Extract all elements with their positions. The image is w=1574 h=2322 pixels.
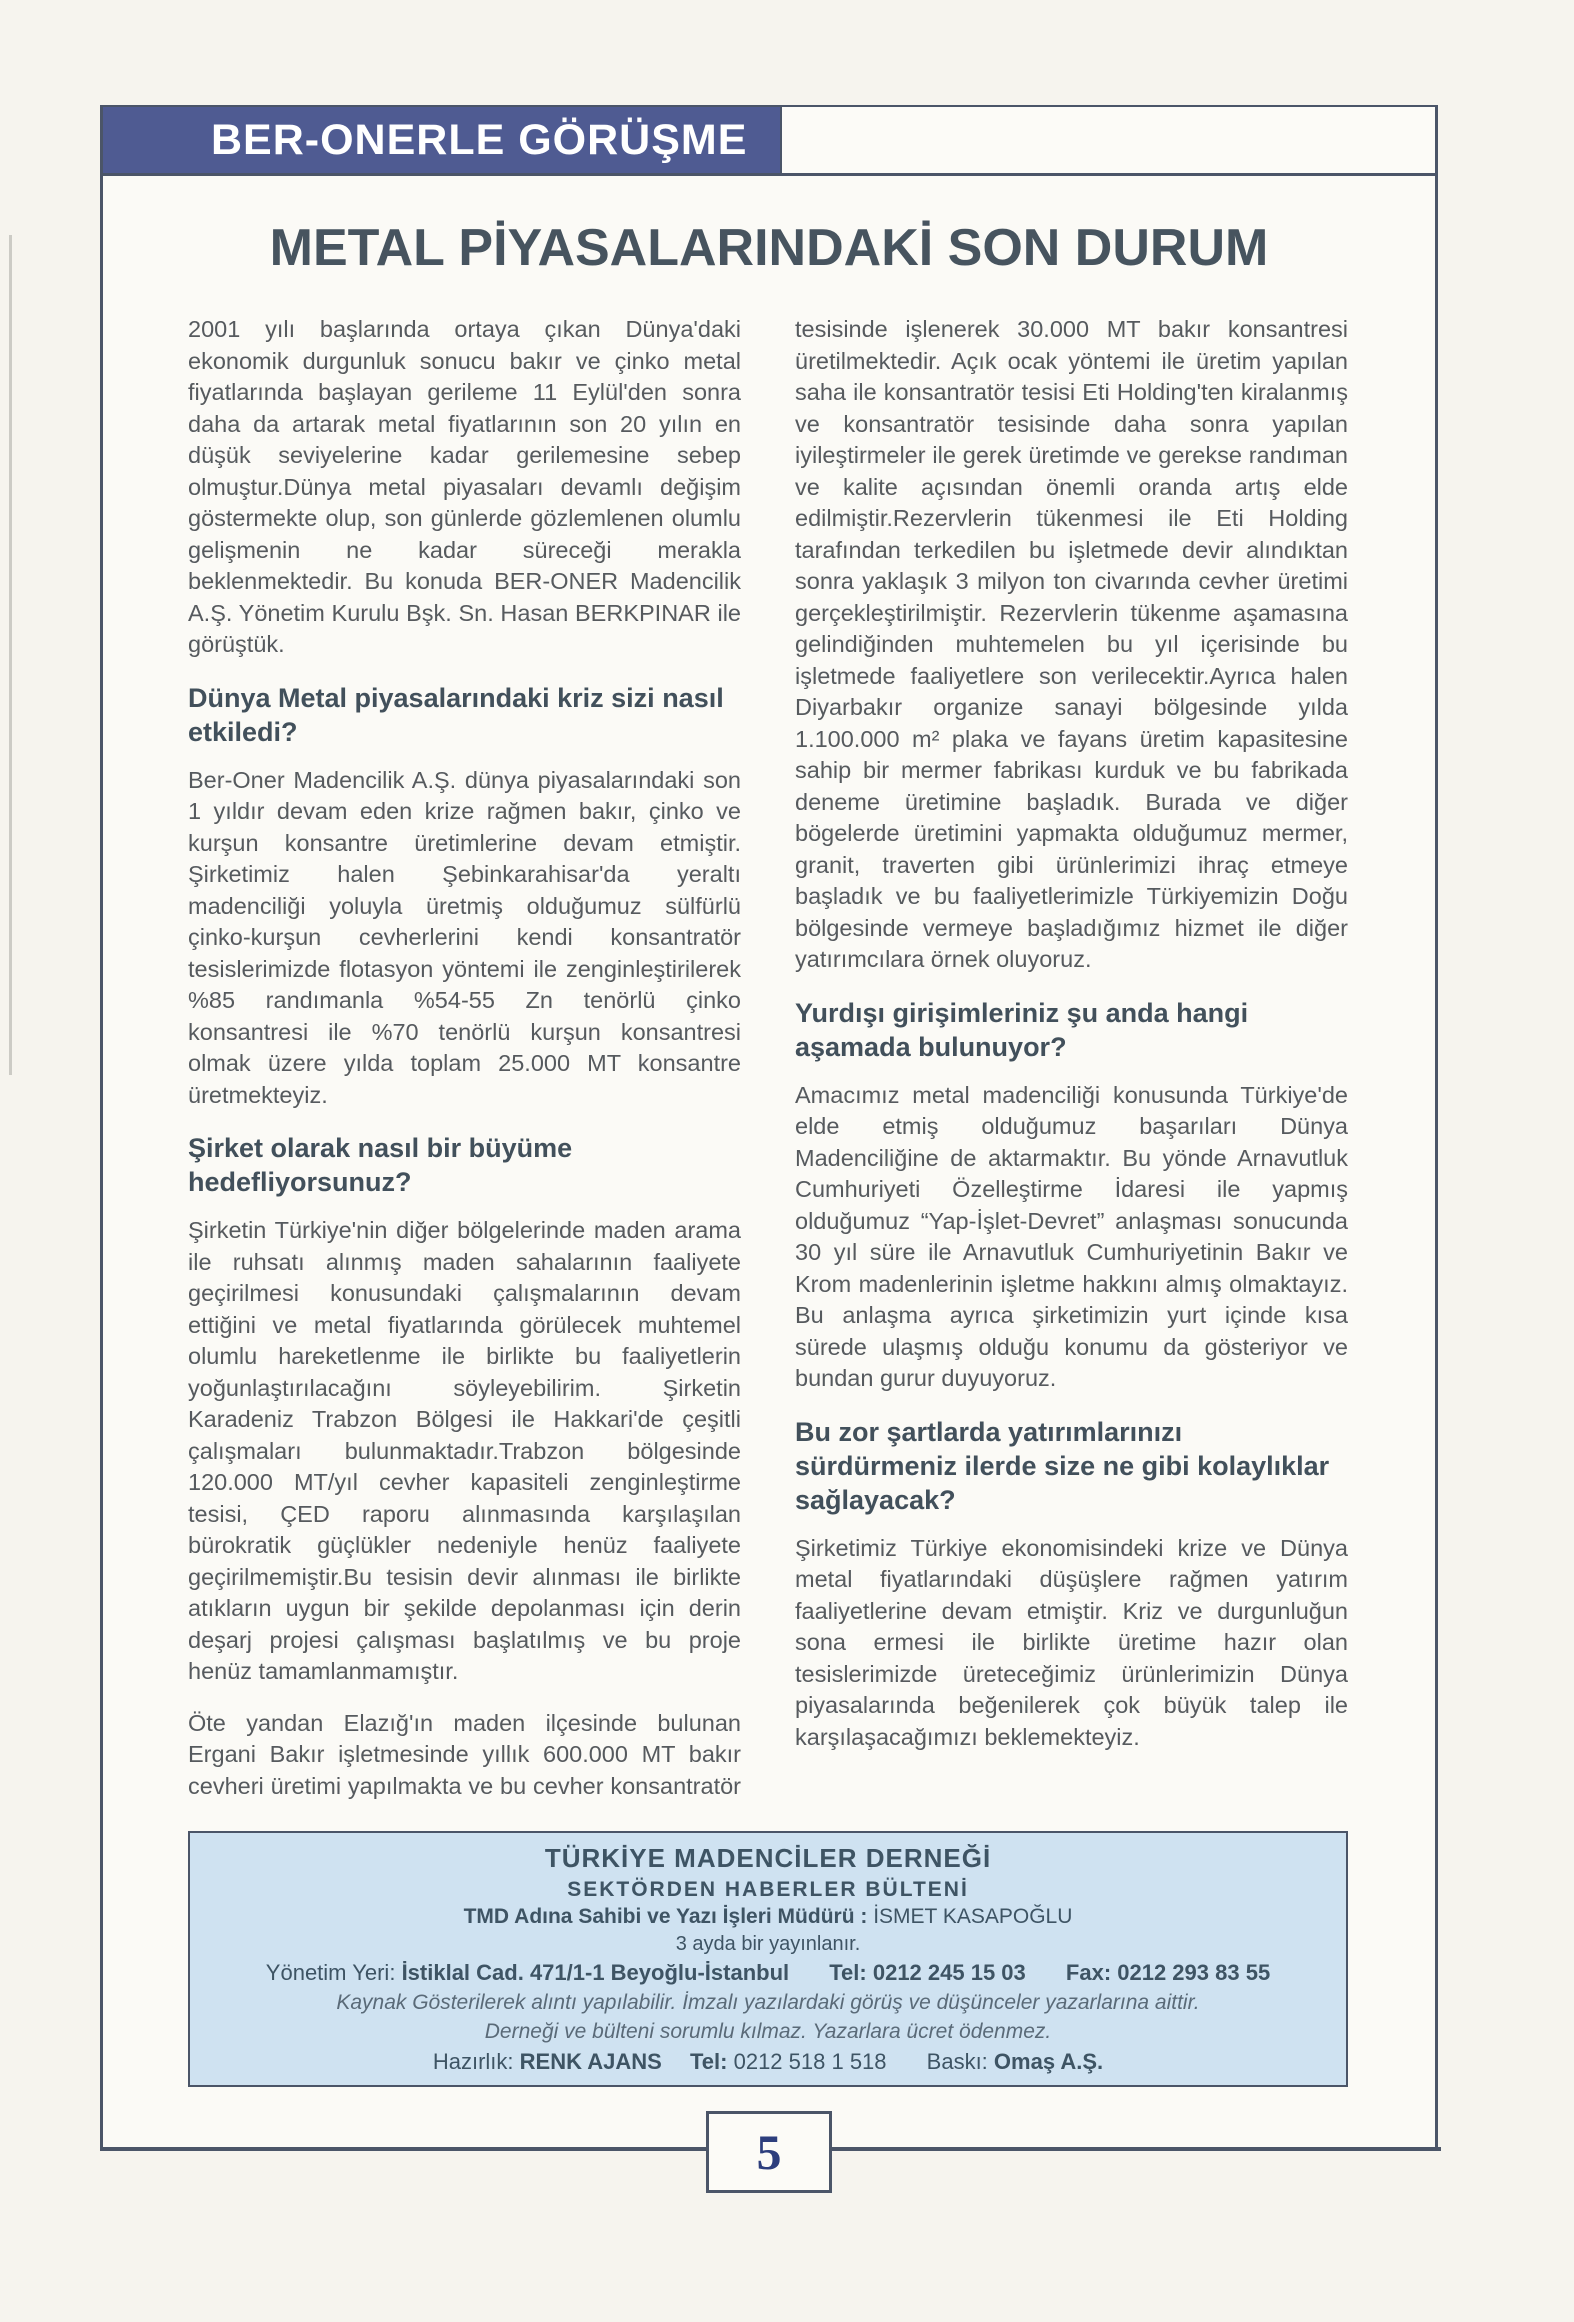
frequency-note: 3 ayda bir yayınlanır. xyxy=(675,1933,861,1956)
section-banner-blank-box xyxy=(780,107,1435,173)
print-label: Baskı: xyxy=(926,2049,988,2075)
article-title: METAL PİYASALARINDAKİ SON DURUM xyxy=(269,219,1269,277)
fax-value: Fax: 0212 293 83 55 xyxy=(1065,1959,1271,1985)
masthead-box xyxy=(188,1831,1348,2087)
article-paragraph: Amacımız metal madenciliği konusunda Türkiye'de elde etmiş olduğumuz başarıları Dünya Madenciliğine de aktarmaktır. Bu yönde Arnavutluk Cumhuriyeti Özelleştirme İdaresi ile yapmış olduğumuz “Yap-İşlet-Devret” anlaşması sonucunda 30 yıl süre ile Arnavutluk Cumhuriyetinin Bakır ve Krom madenlerinin işletme hakkını almış olmaktayız. Bu anlaşma ayrıca şirketimizin yurt içinde kısa sürede ulaşmış olduğu konumu da gösteriyor ve bundan gurur duyuyoruz. xyxy=(795,1081,1348,1391)
article-body-columns xyxy=(188,314,1348,1814)
article-paragraph: Öte yandan Elazığ'ın maden ilçesinde bulunan Ergani Bakır işletmesinde yıllık 600.000 MT bakır cevheri üretimi yapılmakta ve bu cevher konsantratör tesisinde işlenerek 30.000 MT bakır konsantresi üretilmektedir. Açık ocak yöntemi ile üretim yapılan saha ile konsantratör tesisi Eti Holding'ten kiralanmış ve konsantratör tesisinde daha sonra yapılan iyileştirmeler ile gerek üretimde ve gerekse randıman ve kalite açısından önemli oranda artış elde edilmiştir.Rezervlerin tükenmesi ile Eti Holding tarafından terkedilen bu işletmede devir alındıktan sonra yaklaşık 3 milyon ton civarında cevher üretimi gerçekleştirilmiştir. Rezervlerin tükenme aşamasına gelindiğinden muhtemelen bu yıl içerisinde bu işletmede faaliyetlere son verilecektir.Ayrıca halen Diyarbakır organize sanayi bölgesinde yılda 1.100.000 m² plaka ve fayans üretim kapasitesine sahip bir mermer fabrikası kurduk ve bu fabrikada deneme üretimine başladık. Burada ve diğer bögelerde üretimini yapmakta olduğumuz mermer, granit, traverten gibi ürünlerimizi ihraç etmeye başladık ve bu faaliyetlerimizle Türkiyemizin Doğu bölgesinde vermeye başladığımız hizmet ile diğer yatırımcılara örnek oluyoruz. xyxy=(188,316,1348,1799)
prep-value: RENK AJANS xyxy=(519,2049,662,2075)
owner-value: İSMET KASAPOĞLU xyxy=(873,1905,1073,1929)
address-label: Yönetim Yeri: xyxy=(265,1959,396,1985)
prep-tel-value: 0212 518 1 518 xyxy=(733,2049,887,2075)
copyright-notice-line-2: Derneği ve bülteni sorumlu kılmaz. Yazarlara ücret ödenmez. xyxy=(484,2020,1052,2044)
article-paragraph: 2001 yılı başlarında ortaya çıkan Dünya'daki ekonomik durgunluk sonucu bakır ve çinko metal fiyatlarında başlayan gerileme 11 Eylül'den sonra daha da artarak metal fiyatlarının son 20 yılın en düşük seviyelerine kadar gerilemesine sebep olmuştur.Dünya metal piyasaları devamlı değişim göstermekte olup, son günlerde gözlemlenen olumlu gelişmenin ne kadar süreceği merakla beklenmektedir. Bu konuda BER-ONER Madencilik A.Ş. Yönetim Kurulu Bşk. Sn. Hasan BERKPINAR ile görüştük. xyxy=(188,316,741,657)
production-line xyxy=(210,2049,1326,2075)
scan-edge-artifact xyxy=(9,235,12,1075)
owner-line xyxy=(210,1905,1326,1929)
section-banner-label-box xyxy=(103,107,780,173)
address-value: İstiklal Cad. 471/1-1 Beyoğlu-İstanbul xyxy=(401,1959,790,1985)
prep-label: Hazırlık: xyxy=(432,2049,514,2075)
phone-value: Tel: 0212 245 15 03 xyxy=(829,1959,1026,1985)
prep-tel-label: Tel: xyxy=(689,2049,728,2075)
association-name: TÜRKİYE MADENCİLER DERNEĞİ xyxy=(544,1842,992,1873)
article-paragraph: Şirketimiz Türkiye ekonomisindeki krize ve Dünya metal fiyatlarındaki düşüşlere rağmen yatırım faaliyetlerine devam etmiştir. Kriz ve durgunluğun sona ermesi ile birlikte üretime hazır olan tesislerimizde üreteceğimiz ürünlerimizin Dünya piyasalarında beğenilerek çok büyük talep ile karşılaşacağımızı beklemekteyiz. xyxy=(795,1534,1348,1750)
section-banner-label: BER-ONERLE GÖRÜŞME xyxy=(211,115,748,164)
interview-question-heading: Yurdışı girişimleriniz şu anda hangi aşamada bulunuyor? xyxy=(795,997,1249,1062)
page-number: 5 xyxy=(756,2124,782,2180)
page-number-box xyxy=(706,2111,832,2193)
bulletin-name: SEKTÖRDEN HABERLER BÜLTENİ xyxy=(567,1877,969,1901)
copyright-notice-line-1: Kaynak Gösterilerek alıntı yapılabilir. İmzalı yazılardaki görüş ve düşünceler yazarlarına aittir. xyxy=(336,1990,1200,2014)
address-line xyxy=(210,1960,1326,1986)
article-paragraph: Şirketin Türkiye'nin diğer bölgelerinde maden arama ile ruhsatı alınmış maden sahalarının faaliyete geçirilmesi konusundaki çalışmalarının devam ettiğini ve metal fiyatlarında görülecek muhtemel olumlu hareketlenme ile birlikte bu faaliyetlerin yoğunlaştırılacağını söyleyebilirim. Şirketin Karadeniz Trabzon Bölgesi ile Hakkari'de çeşitli çalışmaları bulunmaktadır.Trabzon bölgesinde 120.000 MT/yıl cevher kapasiteli zenginleştirme tesisi, ÇED raporu alınmasında karşılaşılan bürokratik güçlükler nedeniyle henüz faaliyete geçirilmemiştir.Bu tesisin devir alınması ile birlikte atıkların uygun bir şekilde depolanması için derin deşarj projesi çalışması başlatılmış ve bu proje henüz tamamlanmamıştır. xyxy=(188,1217,741,1684)
owner-label: TMD Adına Sahibi ve Yazı İşleri Müdürü : xyxy=(463,1905,868,1929)
section-banner xyxy=(103,107,1435,176)
print-value: Omaş A.Ş. xyxy=(993,2049,1104,2075)
article-paragraph: Ber-Oner Madencilik A.Ş. dünya piyasalarındaki son 1 yıldır devam eden krize rağmen bakır, çinko ve kurşun konsantre üretimlerine devam etmiştir. Şirketimiz halen Şebinkarahisar'da yeraltı madenciliği yoluyla üretmiş olduğumuz sülfürlü çinko-kurşun cevherlerini kendi konsantratör tesislerimizde flotasyon yöntemi ile zenginleştirilerek %85 randımanla %54-55 Zn tenörlü çinko konsantresi ile %70 tenörlü kurşun konsantresi olmak üzere yılda toplam 25.000 MT konsantre üretmekteyiz. xyxy=(188,766,741,1108)
interview-question-heading: Şirket olarak nasıl bir büyüme hedefliyorsunuz? xyxy=(188,1133,573,1197)
interview-question-heading: Bu zor şartlarda yatırımlarınızı sürdürmeniz ilerde size ne gibi kolaylıklar sağlayacak? xyxy=(795,1416,1330,1515)
interview-question-heading: Dünya Metal piyasalarındaki kriz sizi nasıl etkiledi? xyxy=(188,682,724,747)
article-frame xyxy=(100,105,1438,2151)
